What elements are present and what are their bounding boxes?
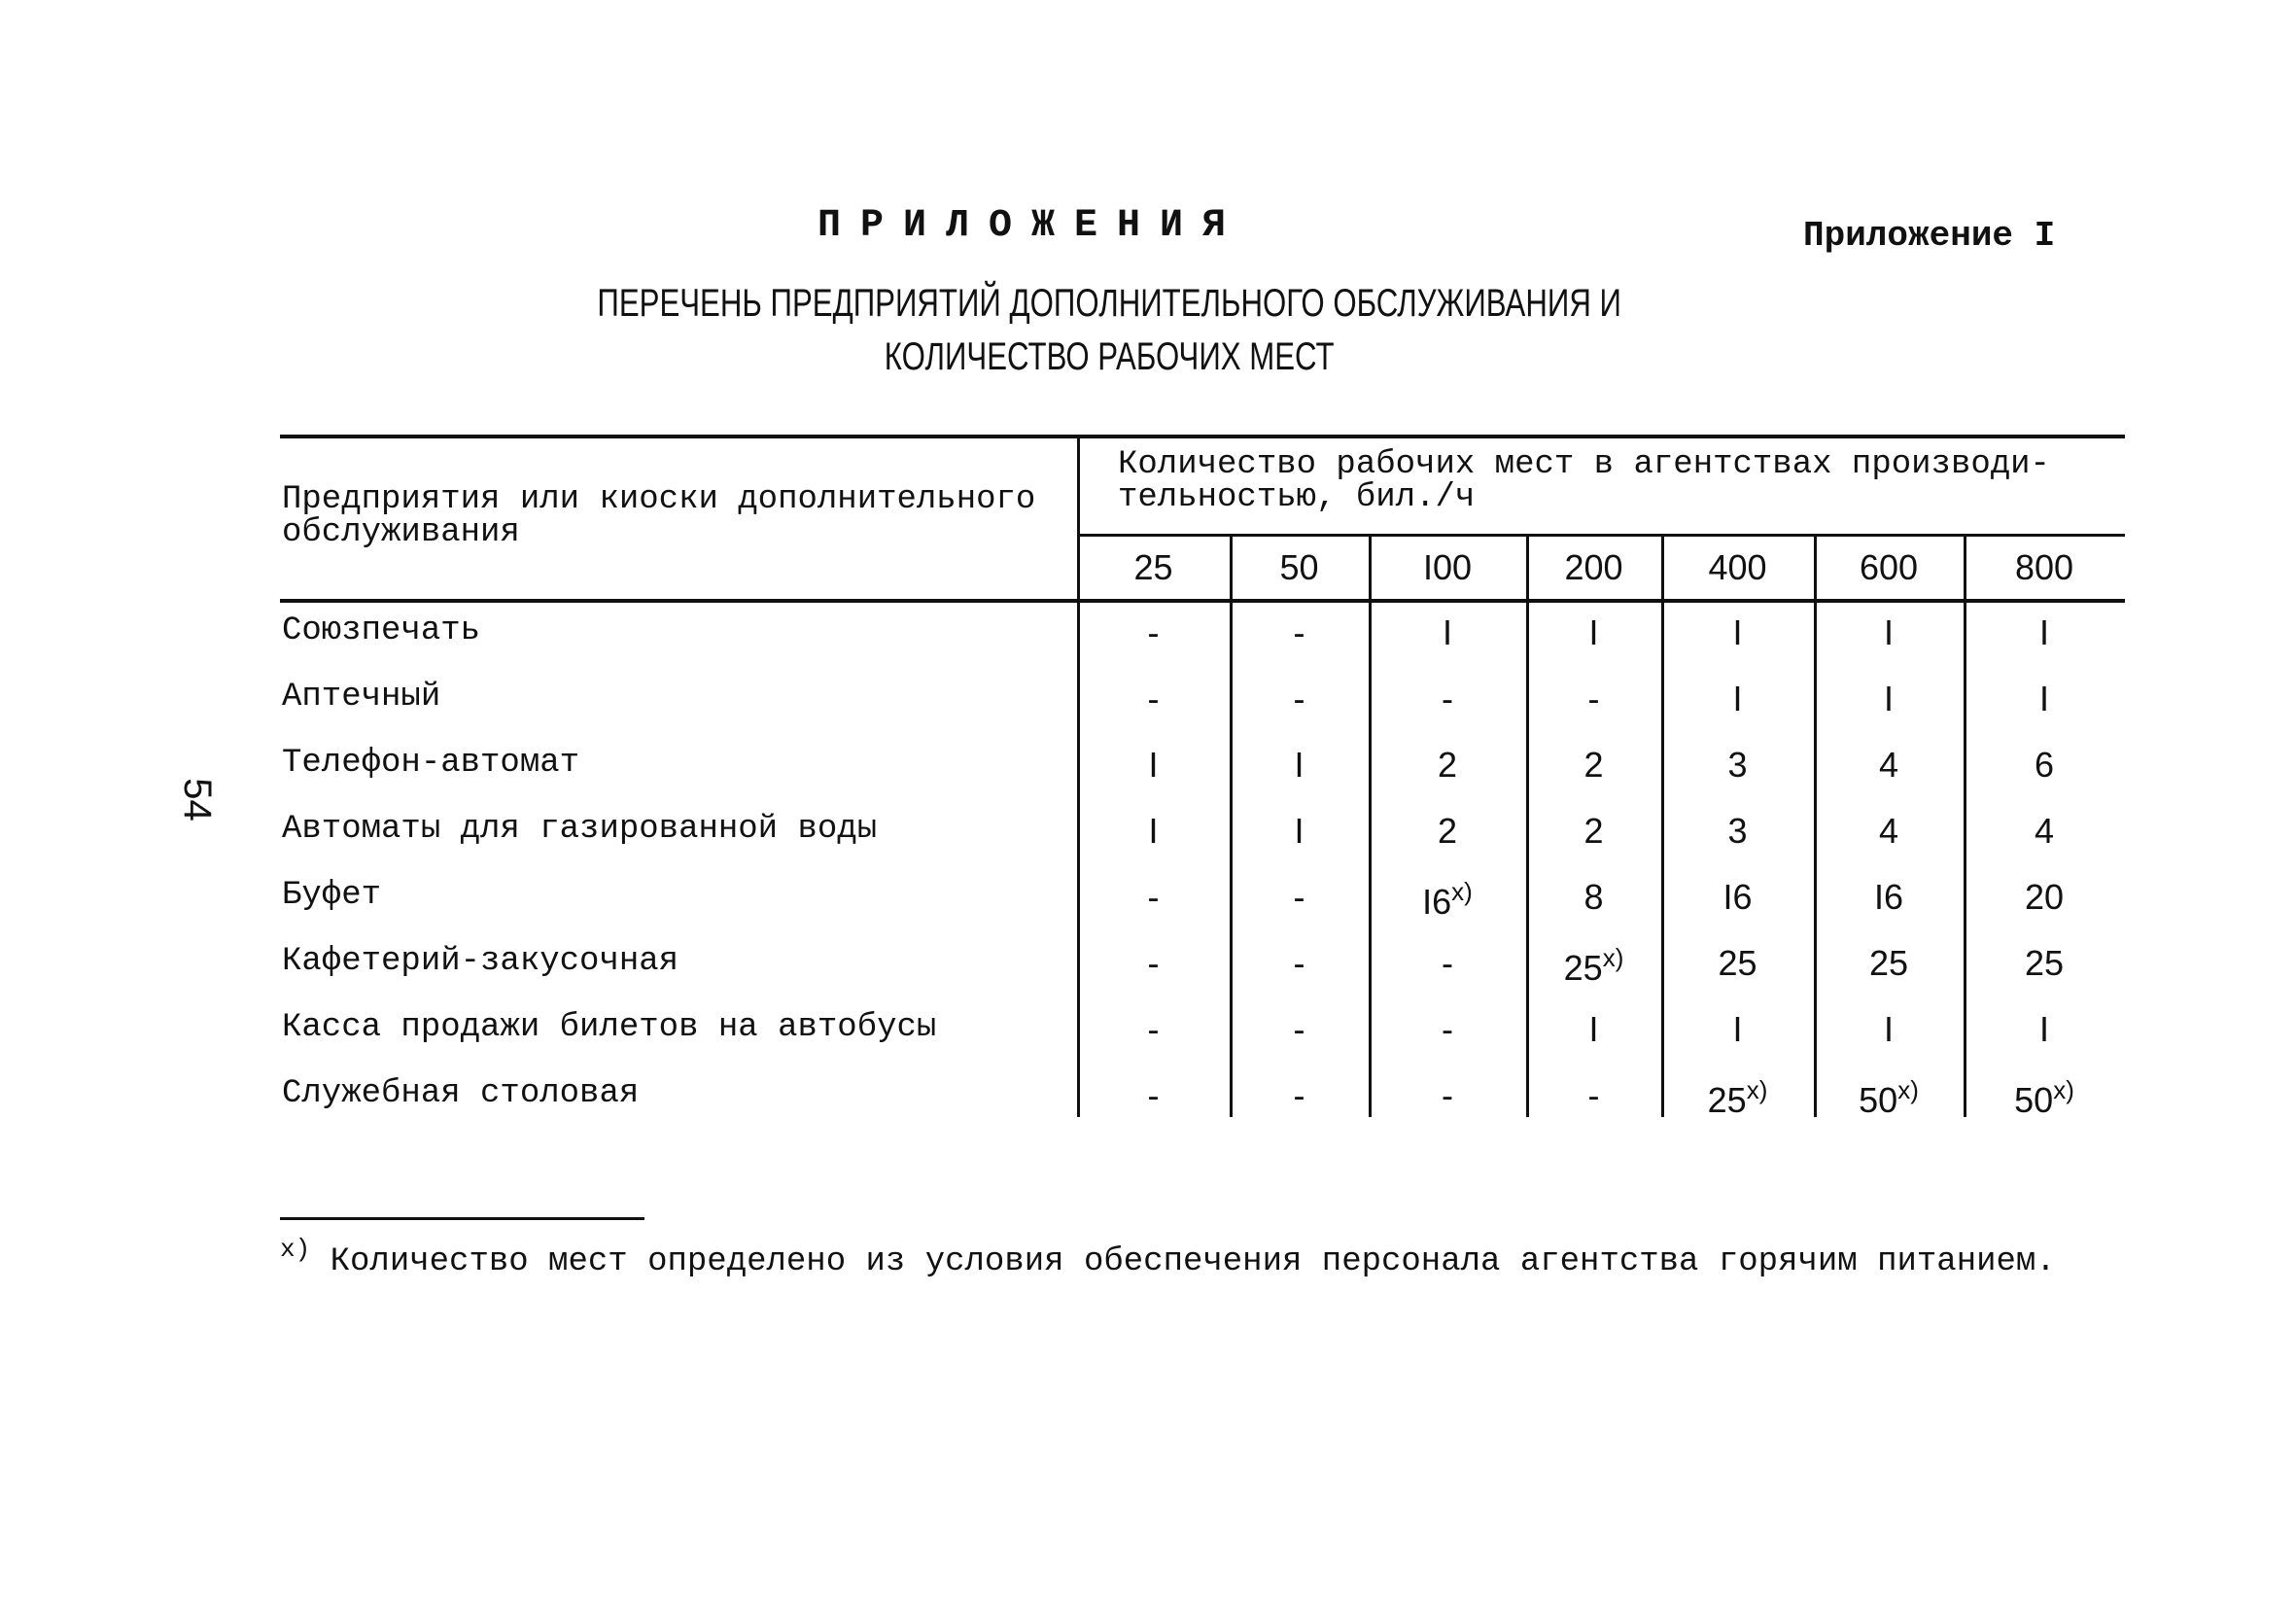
table-cell: -: [1147, 679, 1160, 718]
table-cell: -: [1293, 612, 1305, 652]
table-cell: I6$^{x)}$: [1422, 877, 1473, 922]
section-heading: ПРИЛОЖЕНИЯ: [817, 204, 1246, 248]
table-cell: I: [2038, 679, 2049, 718]
column-header: 200: [1564, 547, 1623, 587]
table-cell: 2: [1437, 745, 1458, 785]
places-table: [280, 435, 2125, 1120]
page-number: 54: [175, 778, 219, 821]
footnote-rule: [280, 1217, 644, 1220]
table-cell: 25: [2024, 943, 2065, 983]
table-top-rule: [280, 435, 2125, 438]
table-cell: I: [1883, 612, 1894, 652]
column-header: I00: [1422, 547, 1473, 587]
header-split-rule: [1077, 534, 2125, 537]
header-bottom-rule: [280, 599, 2125, 603]
footnote: [280, 1235, 2056, 1280]
table-cell: I: [1294, 745, 1305, 785]
table-cell: 8: [1583, 877, 1604, 917]
table-cell: I: [1883, 679, 1894, 718]
column-header: 50: [1279, 547, 1319, 587]
table-cell: I6: [1722, 877, 1753, 917]
footnote-ref: x): [1746, 1075, 1768, 1104]
table-cell: -: [1587, 1075, 1600, 1115]
table-cell: 25: [1718, 943, 1757, 983]
row-label: Аптечный: [282, 679, 441, 716]
table-cell: -: [1147, 943, 1160, 983]
table-cell: I: [1588, 612, 1599, 652]
left-column-header: Предприятия или киоски дополнительного обслуживания: [282, 481, 1036, 551]
table-cell: 2: [1437, 811, 1458, 851]
table-cell: -: [1293, 1075, 1305, 1115]
row-label: Телефон-автомат: [282, 745, 580, 782]
capacity-group-header: Количество рабочих мест в агентствах производи- тельностью, бил./ч: [1118, 446, 2050, 516]
footnote-mark: x): [280, 1235, 311, 1264]
appendix-number: Приложение I: [1803, 216, 2056, 256]
table-cell: -: [1587, 679, 1600, 718]
row-label: Служебная столовая: [282, 1075, 640, 1112]
table-cell: 50$^{x)}$: [2014, 1075, 2074, 1120]
table-cell: 6: [2034, 745, 2055, 785]
table-cell: 4: [2034, 811, 2055, 851]
table-cell: I: [2038, 612, 2049, 652]
table-cell: -: [1147, 1009, 1160, 1049]
footnote-ref: x): [1451, 877, 1473, 906]
table-cell: 25$^{x)}$: [1707, 1075, 1768, 1120]
table-cell: -: [1293, 943, 1305, 983]
title-line-1: ПЕРЕЧЕНЬ ПРЕДПРИЯТИЙ ДОПОЛНИТЕЛЬНОГО ОБСЛУЖИВАНИЯ И: [597, 282, 1621, 325]
table-cell: I: [2038, 1009, 2049, 1049]
table-cell: 25$^{x)}$: [1563, 943, 1624, 988]
table-cell: I: [1732, 1009, 1743, 1049]
table-cell: 20: [2024, 877, 2065, 917]
column-header: 800: [2014, 547, 2074, 587]
table-cell: -: [1442, 679, 1453, 718]
footnote-ref: x): [1602, 943, 1624, 972]
table-cell: -: [1442, 1009, 1453, 1049]
table-cell: 50$^{x)}$: [1859, 1075, 1919, 1120]
table-cell: 25: [1868, 943, 1909, 983]
table-cell: I: [1148, 811, 1159, 851]
row-label: Союзпечать: [282, 612, 481, 649]
table-cell: -: [1147, 612, 1160, 652]
footnote-ref: x): [1897, 1075, 1919, 1104]
table-cell: 2: [1583, 745, 1604, 785]
title-line-2: КОЛИЧЕСТВО РАБОЧИХ МЕСТ: [884, 335, 1335, 378]
column-header: 400: [1708, 547, 1767, 587]
table-cell: -: [1293, 877, 1305, 917]
row-label: Автоматы для газированной воды: [282, 811, 878, 848]
table-cell: 3: [1727, 745, 1748, 785]
table-cell: 2: [1583, 811, 1604, 851]
table-cell: I: [1442, 612, 1452, 652]
table-cell: I: [1148, 745, 1159, 785]
table-cell: -: [1147, 877, 1160, 917]
table-cell: -: [1293, 1009, 1305, 1049]
table-cell: -: [1442, 943, 1453, 983]
table-cell: -: [1147, 1075, 1160, 1115]
column-header: 25: [1133, 547, 1173, 587]
table-cell: I: [1883, 1009, 1894, 1049]
table-cell: I: [1732, 679, 1743, 718]
table-cell: I: [1294, 811, 1305, 851]
table-cell: I: [1732, 612, 1743, 652]
row-label: Касса продажи билетов на автобусы: [282, 1009, 937, 1046]
table-cell: I: [1588, 1009, 1599, 1049]
table-cell: 4: [1878, 811, 1899, 851]
footnote-ref: x): [2053, 1075, 2074, 1104]
table-cell: -: [1442, 1075, 1453, 1115]
footnote-text: Количество мест определено из условия обеспечения персонала агентства горячим питанием.: [330, 1243, 2056, 1280]
table-cell: 4: [1878, 745, 1899, 785]
table-cell: I6: [1873, 877, 1904, 917]
table-cell: -: [1293, 679, 1305, 718]
row-label: Кафетерий-закусочная: [282, 943, 679, 980]
column-header: 600: [1859, 547, 1919, 587]
row-label: Буфет: [282, 877, 382, 914]
table-cell: 3: [1727, 811, 1748, 851]
